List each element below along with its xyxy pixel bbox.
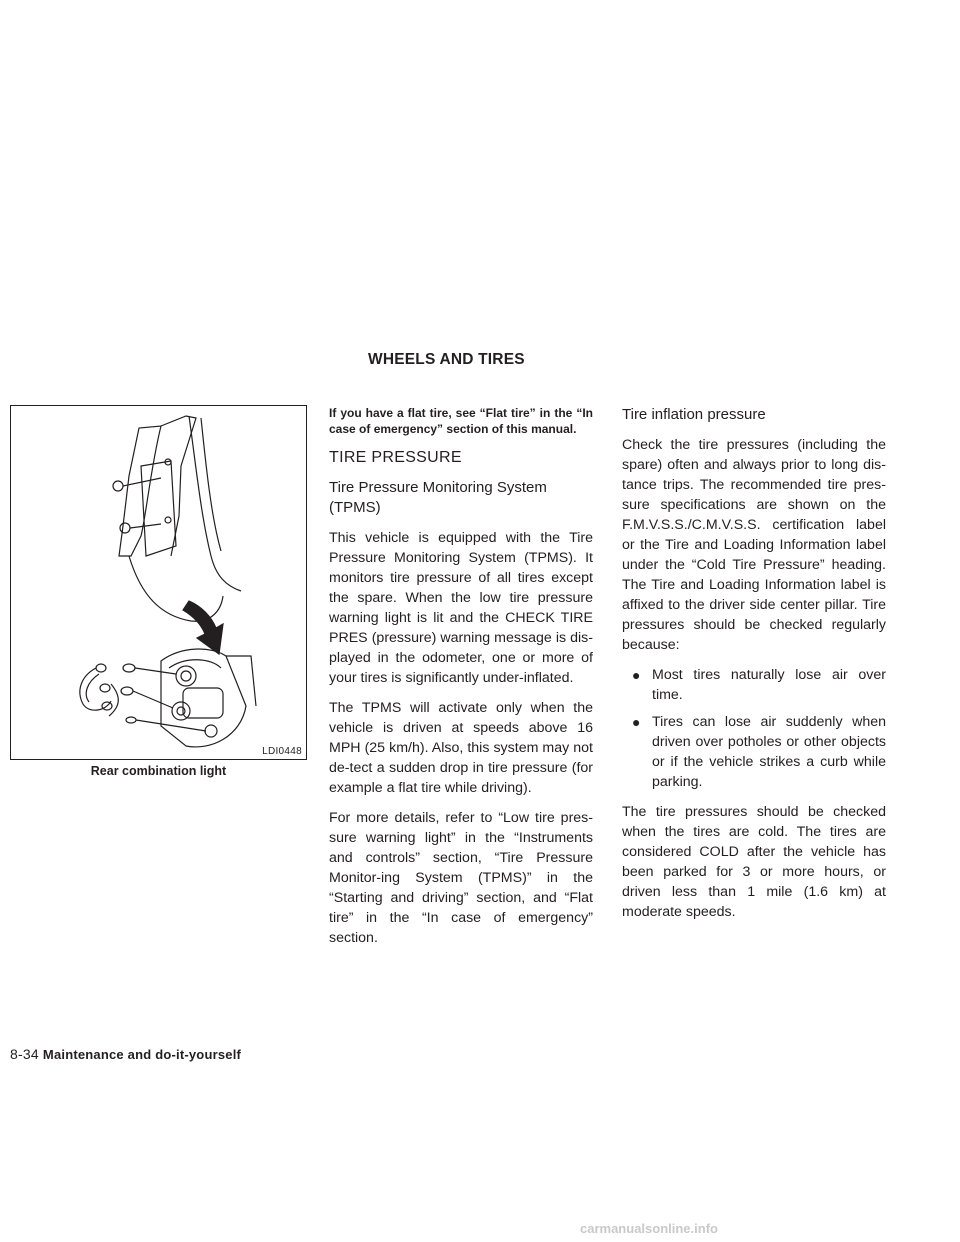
list-item-text: Tires can lose air suddenly when driven over potholes or other objects or if the vehicle strikes a curb while parking. <box>652 714 886 790</box>
figure-caption: Rear combination light <box>90 764 227 778</box>
paragraph-tpms-activation: The TPMS will activate only when the vehicle is driven at speeds above 16 MPH (25 km/h). Also, this system may not de-tect a sudden drop in tire pressure (for example a flat tire while driving). <box>329 700 593 796</box>
bullet-icon: ● <box>632 667 641 683</box>
paragraph-tpms-details: For more details, refer to “Low tire pres-sure warning light” in the “Instruments and controls” section, “Tire Pressure Monitor-ing System (TPMS)” in the “Starting and driving” section, and “Flat tire” in the “In case of emergency” section. <box>329 810 593 946</box>
watermark: carmanualsonline.info <box>580 1221 718 1236</box>
footer-title: Maintenance and do-it-yourself <box>42 1047 242 1062</box>
section-heading: WHEELS AND TIRES <box>368 351 525 368</box>
page-number: 8-34 <box>10 1046 39 1062</box>
rear-combination-light-illustration <box>11 406 308 761</box>
list-item <box>622 712 886 792</box>
list-item-text: Most tires naturally lose air over time. <box>652 667 886 703</box>
reasons-list <box>622 665 886 792</box>
heading-tire-inflation-pressure: Tire inflation pressure <box>622 406 766 423</box>
flat-tire-note: If you have a flat tire, see “Flat tire” in the “In case of emergency” section of this manual. <box>329 406 593 436</box>
column-left <box>329 405 593 958</box>
figure-id: LDI0448 <box>262 746 302 757</box>
column-right <box>622 405 886 932</box>
bullet-icon: ● <box>632 714 641 730</box>
heading-tire-pressure: TIRE PRESSURE <box>329 449 462 466</box>
paragraph-inflation-check: Check the tire pressures (including the spare) often and always prior to long dis-tance trips. The recommended tire pres-sure specifications are shown on the F.M.V.S.S./C.M.V.S.S. certification label or the Tire and Loading Information label under the “Cold Tire Pressure” heading. The Tire and Loading Information label is affixed to the driver side center pillar. Tire pressures should be checked regularly because: <box>622 437 886 653</box>
list-item <box>622 665 886 705</box>
paragraph-cold-tires: The tire pressures should be checked when the tires are cold. The tires are considered COLD after the vehicle has been parked for 3 or more hours, or driven less than 1 mile (1.6 km) at moderate speeds. <box>622 804 886 920</box>
paragraph-tpms-intro: This vehicle is equipped with the Tire Pressure Monitoring System (TPMS). It monitors tire pressure of all tires except the spare. When the low tire pressure warning light is lit and the CHECK TIRE PRES (pressure) warning message is dis-played in the odometer, one or more of your tires is significantly under-inflated. <box>329 530 593 686</box>
page-footer <box>10 1046 241 1062</box>
figure-rear-combination-light <box>10 405 307 760</box>
heading-tpms: Tire Pressure Monitoring System (TPMS) <box>329 479 547 516</box>
